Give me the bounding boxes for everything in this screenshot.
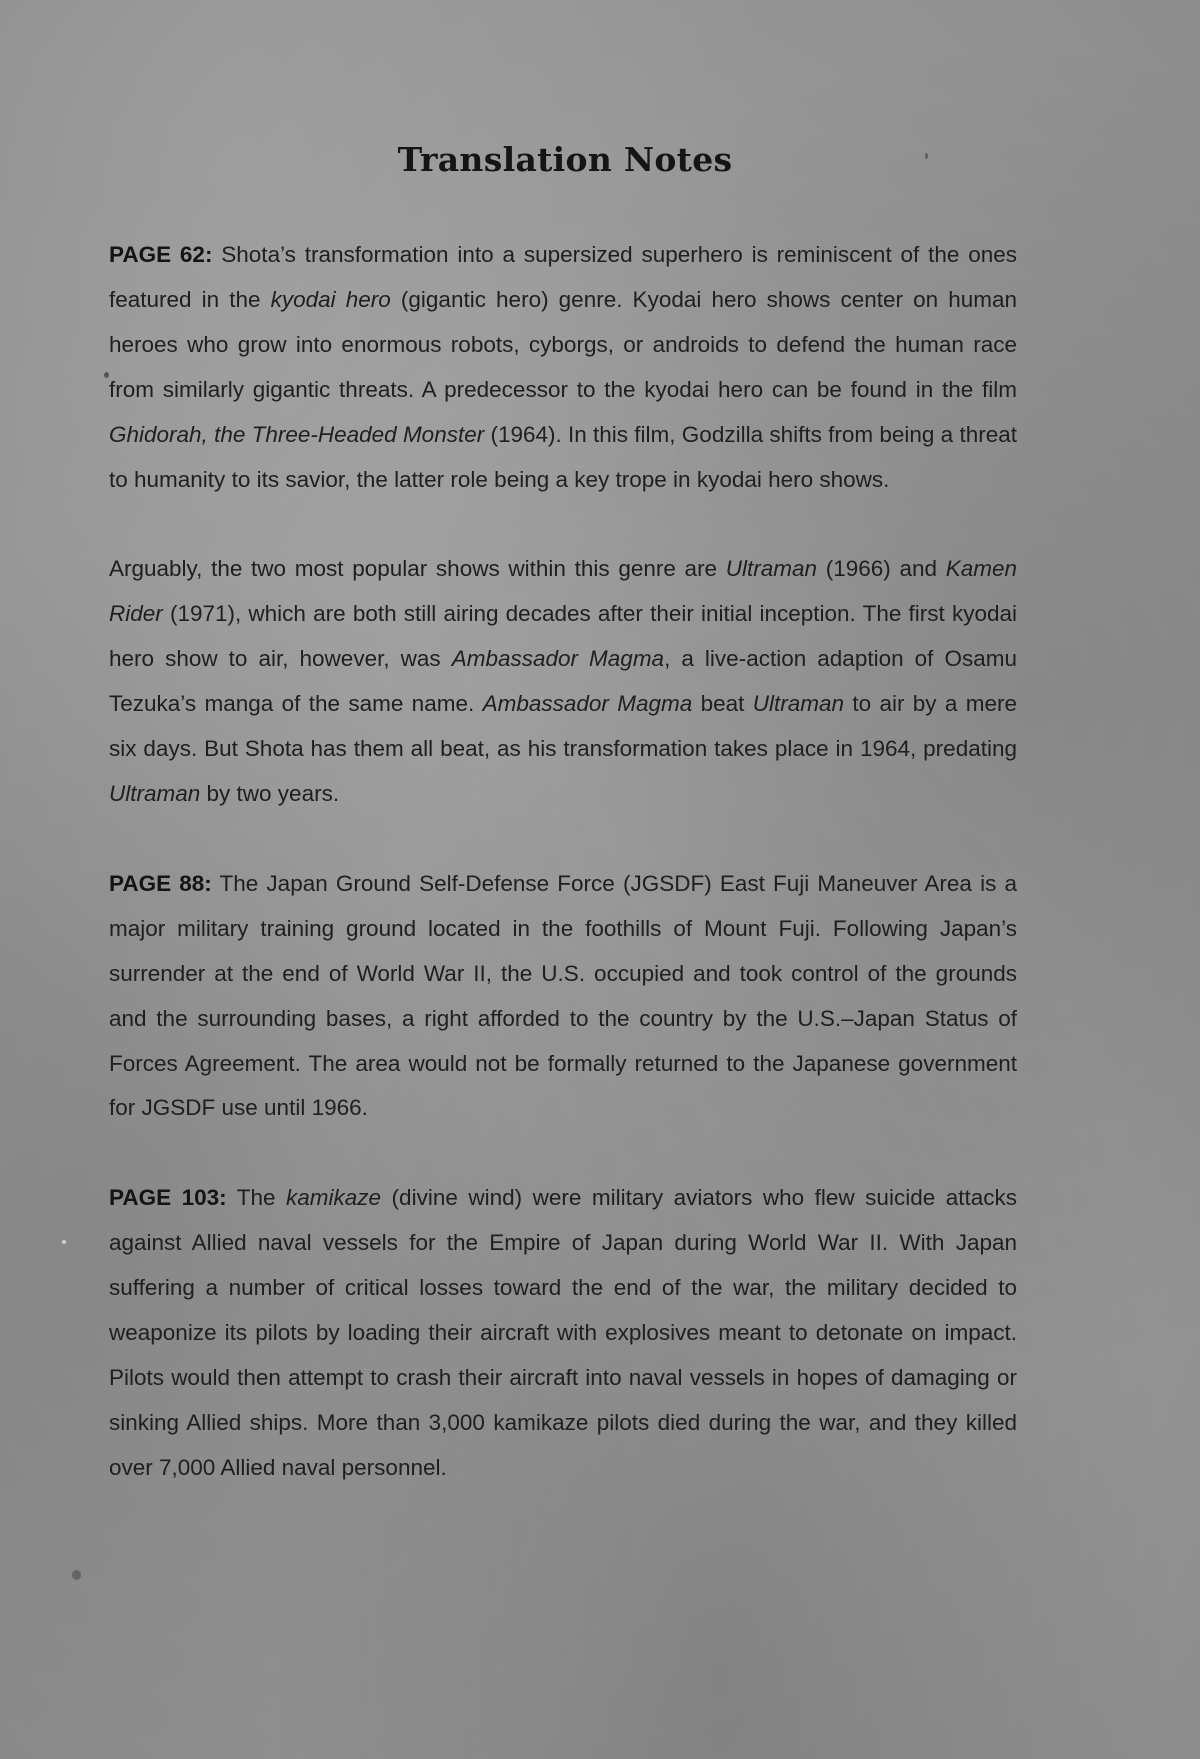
note-text: Shota’s transformation into a supersized superhero is reminiscent of the ones featured in the	[109, 242, 1018, 312]
note-text: Arguably, the two most popular shows within this genre are	[109, 556, 726, 582]
note-italic-term: kamikaze	[286, 1185, 382, 1211]
note-italic-term: Ambassador Magma	[451, 646, 665, 672]
note-italic-term: Kamen Rider	[109, 556, 1017, 627]
note-text: to air by a mere six days. But Shota has them all beat, as his transformation takes place in 1964, predating	[109, 691, 1017, 762]
note-italic-term: Ultraman	[752, 691, 844, 717]
note-label: PAGE 88:	[109, 870, 212, 896]
paper-speck	[925, 153, 928, 159]
note-paragraph	[109, 547, 1017, 816]
paper-speck	[62, 1240, 66, 1244]
note-text: (divine wind) were military aviators who flew suicide attacks against Allied naval vessels for the Empire of Japan during World War II. With Japan suffering a number of critical losses toward the end of the war, the military decided to weaponize its pilots by loading their aircraft with explosives meant to detonate on impact. Pilots would then attempt to crash their aircraft into naval vessels in hopes of damaging or sinking Allied ships. More than 3,000 kamikaze pilots died during the war, and they killed over 7,000 Allied naval personnel.	[109, 1185, 1018, 1480]
note-text: by two years.	[200, 780, 340, 806]
note-paragraph	[109, 1176, 1017, 1490]
note-text: (1966) and	[817, 556, 946, 582]
note-text: The	[226, 1185, 287, 1211]
note-paragraph	[109, 233, 1017, 502]
note-italic-term: Ultraman	[725, 556, 818, 582]
paper-speck	[104, 372, 109, 378]
note-text: The Japan Ground Self-Defense Force (JGSDF) East Fuji Maneuver Area is a major military training ground located in the foothills of Mount Fuji. Following Japan’s surrender at the end of World War II, the U.S. occupied and took control of the grounds and the surrounding bases, a right afforded to the country by the U.S.–Japan Status of Forces Agreement. The area would not be formally returned to the Japanese government for JGSDF use until 1966.	[109, 870, 1017, 1121]
note-italic-term: Ambassador Magma	[482, 691, 693, 717]
note-italic-term: kyodai hero	[270, 286, 391, 312]
page-title: Translation Notes	[397, 140, 733, 179]
note-text: (1971), which are both still airing decades after their initial inception. The first kyodai hero show to air, however, was	[109, 601, 1017, 672]
note-italic-term: Ultraman	[109, 780, 201, 806]
note-label: PAGE 62:	[109, 242, 213, 267]
note-paragraph	[109, 862, 1017, 1131]
note-text: beat	[692, 691, 753, 717]
note-text: (gigantic hero) genre. Kyodai hero shows center on human heroes who grow into enormous robots, cyborgs, or androids to defend the human race from similarly gigantic threats. A predecessor to the kyodai hero can be found in the film	[109, 286, 1017, 402]
note-italic-term: Ghidorah, the Three-Headed Monster	[109, 421, 485, 447]
paper-speck	[72, 1570, 81, 1580]
note-text: , a live-action adaption of Osamu Tezuka’s manga of the same name.	[109, 646, 1017, 717]
note-text: (1964). In this film, Godzilla shifts from being a threat to humanity to its savior, the latter role being a key trope in kyodai hero shows.	[109, 421, 1017, 492]
translation-notes	[109, 233, 1017, 1536]
note-label: PAGE 103:	[109, 1185, 227, 1211]
